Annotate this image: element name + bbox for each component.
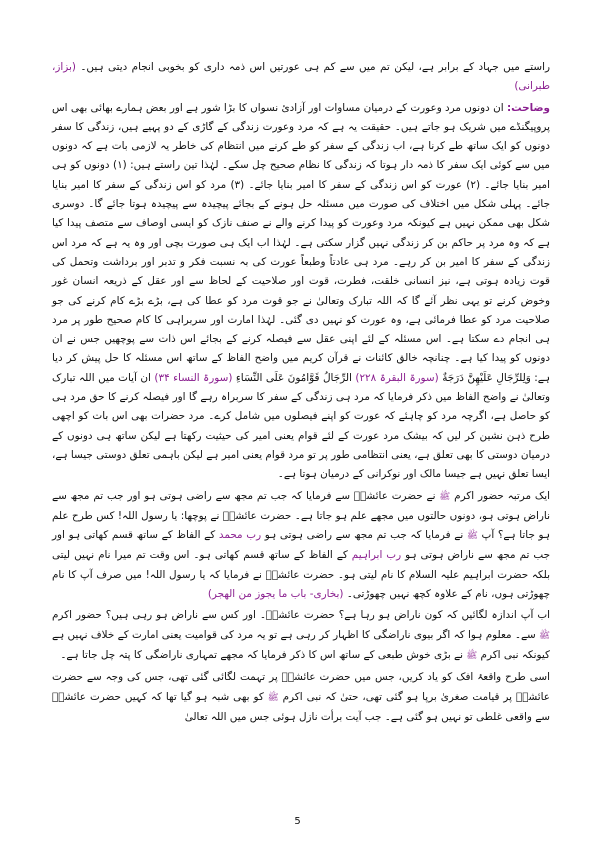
reference: (بخاری- باب ما یجوز من الھجر)	[207, 588, 344, 601]
reference: (سورۃ النساء ۳۴)	[154, 371, 233, 384]
page-body	[52, 58, 550, 729]
section-heading: وضاحت:	[506, 101, 550, 114]
paragraph-text: ان دونوں مرد وعورت کے درمیان مساوات اور آزادیٔ نسواں کا بڑا شور ہے اور بعض ہمارے بھائی بھی اس پروپیگنڈے میں شریک ہو جاتے ہیں۔ حقیقت یہ ہے کہ مرد وعورت زندگی کے گاڑی کے دو پہیے ہیں، زندگی کا سفر دونوں کو ایک ساتھ طے کرنا ہے، اب زندگی کے سفر کو طے کرنے میں انتظام کی خاطر یہ لازمی بات ہے کہ دونوں میں سے کوئی ایک سفر کا ذمہ دار ہوتا کہ زندگی کا نظام صحیح چل سکے۔ لہٰذا تین راستے ہیں: (۱) دونوں کو ہی امیر بنایا جائے۔ (۲) عورت کو اس زندگی کے سفر کا امیر بنایا جائے۔ (۳) مرد کو اس زندگی کے سفر کا امیر بنایا جائے۔ پہلی شکل میں اختلاف کی صورت میں مسئلہ حل ہونے کے بجائے پیچیدہ سے پیچیدہ ہوتا جائے گا۔ دوسری شکل بھی ممکن نہیں ہے کیونکہ مرد وعورت کو پیدا کرنے والے نے صنف نازک کو ایسی اوصاف سے متصف پیدا کیا ہے کہ وہ مرد پر حاکم بن کر زندگی نہیں گزار سکتی ہے۔ لہٰذا اب ایک ہی صورت بچی اور وہ یہ ہے کہ مرد اس زندگی کے سفر کا امیر بن کر رہے۔ مرد ہی عادتاً وطبعاً عورت کی بہ نسبت فکر و تدبر اور برداشت وتحمل کی قوت زیادہ ہوتی ہے، نیز انسانی خلقت، فطرت، قوت اور صلاحیت کے لحاظ سے اور عقل کے ذریعہ انسان غور وخوض کرنے تو یہی نظر آئے گا کہ اللہ تبارک وتعالیٰ نے جو قوت مرد کو عطا کی ہے، بڑے بڑے کام کرنے کی جو صلاحیت مرد کو عطا فرمائی ہے، وہ عورت کو نہیں دی گئی۔ لہٰذا امارت اور سربراہی کا کام صحیح طور پر مرد ہی انجام دے سکتا ہے۔ اس مسئلہ کے لئے اپنی عقل سے فیصلہ کرنے کے بجائے اس ذات سے پوچھیں جس نے ان دونوں کو پیدا کیا ہے۔ چنانچہ خالق کائنات نے قرآن کریم میں واضح الفاظ کے ساتھ اس مسئلہ کا حل پیش کر دیا ہے:	[52, 101, 550, 384]
paragraph-1	[52, 58, 550, 97]
reference: (سورۃ البقرۃ ۲۲۸)	[355, 371, 439, 384]
paragraph-4	[52, 606, 550, 666]
salutation-glyph: ﷺ	[539, 630, 550, 641]
paragraph-3	[52, 487, 550, 605]
paragraph-text: ان آیات میں اللہ تبارک وتعالیٰ نے واضح الفاظ میں ذکر فرمایا کہ مرد ہی زندگی کے سفر کا سربراہ رہے گا اور فیصلہ کرنے کا حق مرد ہی کو حاصل ہے، اگرچہ مرد کو چاہئے کہ عورت کو اپنے فیصلوں میں شامل کرے۔ مرد حضرات بھی اس بات کو اچھی طرح ذہن نشین کر لیں کہ بیشک مرد عورت کے لئے قوام یعنی امیر کی حیثیت رکھتا ہے لیکن ساتھ ہی دونوں کے درمیان دوستی کا بھی تعلق ہے، یعنی انتظامی طور پر تو مرد قوام یعنی امیر ہے لیکن باہمی تعلق دوستی جیسا ہے، ایسا تعلق نہیں ہے جیسا مالک اور نوکرانی کے درمیان ہوتا ہے۔	[52, 371, 550, 481]
salutation-glyph: ﷺ	[466, 650, 478, 661]
quran-ayah: وَلِلرِّجَالِ عَلَيْهِنَّ دَرَجَةٌ	[442, 371, 531, 384]
paragraph-text: راستے میں جہاد کے برابر ہے، لیکن تم میں سے کم ہی عورتیں اس ذمہ داری کو بخوبی انجام دیتی ہیں۔	[80, 61, 550, 73]
paragraph-text: نے بڑی خوش طبعی کے ساتھ اس کا ذکر فرمایا کہ مجھے تمہاری ناراضگی کا پتہ چل جاتا ہے۔	[60, 648, 464, 661]
paragraph-text: اب آپ اندازہ لگائیں کہ کون ناراض ہو رہا ہے؟ حضرت عائشہؓ۔ اور کس سے ناراض ہو رہی ہیں؟ حضور اکرم	[52, 609, 550, 622]
paragraph-text: نے حضرت عائشہؓ سے فرمایا کہ جب تم مجھ سے راضی ہوتی ہو اور جب تم مجھ سے ناراض ہوتی ہو، دونوں حالتوں میں مجھے علم ہو جاتا ہے۔ حضرت عائشہؓ نے پوچھا: یا رسول اللہ! کس طرح علم ہو جاتا ہے؟ آپ	[52, 489, 551, 542]
salutation-glyph: ﷺ	[267, 692, 279, 703]
paragraph-5	[52, 668, 550, 727]
salutation-glyph: ﷺ	[439, 491, 451, 502]
salutation-glyph: ﷺ	[466, 531, 478, 542]
reference: (بزاز، طبرانی)	[52, 61, 550, 93]
paragraph-text: کے الفاظ کے ساتھ قسم کھاتی ہو اور جب تم مجھ سے ناراض ہوتی ہو	[52, 529, 550, 562]
paragraph-text: نے فرمایا کہ جب تم مجھ سے راضی ہوتی ہو	[264, 529, 464, 542]
paragraph-text: کے الفاظ کے ساتھ قسم کھاتی ہو۔ اس وقت تم میرا نام نہیں لیتی بلکہ حضرت ابراہیم علیہ السلام کا نام لیتی ہو۔ حضرت عائشہؓ نے فرمایا کہ یا رسول اللہ! میں صرف آپ کا نام چھوڑتی ہوں، نام کے علاوہ کچھ نہیں چھوڑتی۔	[52, 549, 550, 601]
paragraph-text: کو بھی شبہ ہو گیا تھا کہ کہیں حضرت عائشہؓ سے واقعی غلطی تو نہیں ہو گئی ہے۔ جب آیت برأت نازل ہوئی جس میں اللہ تعالیٰ	[52, 690, 550, 723]
paragraph-2	[52, 99, 550, 485]
quran-ayah: الرِّجَالُ قَوَّامُونَ عَلَى النِّسَاءِ	[235, 371, 352, 384]
paragraph-text: سے۔ معلوم ہوا کہ اگر بیوی ناراضگی کا اظہار کر رہی ہے تو یہ مرد کی قوامیت یعنی امارت کے خلاف نہیں ہے کیونکہ نبی اکرم	[52, 628, 550, 661]
highlighted-phrase: رب محمد	[218, 529, 262, 542]
paragraph-text: اسی طرح واقعۂ افک کو یاد کریں، جس میں حضرت عائشہؓ پر تہمت لگائی گئی تھی، جس کی وجہ سے حضرت عائشہؓ پر قیامت صغریٰ برپا ہو گئی تھی، حتیٰ کہ نبی اکرم	[52, 671, 550, 703]
paragraph-text: ایک مرتبہ حضور اکرم	[454, 489, 550, 502]
highlighted-phrase: رب ابراہیم	[351, 549, 402, 562]
page-number: 5	[294, 816, 301, 827]
